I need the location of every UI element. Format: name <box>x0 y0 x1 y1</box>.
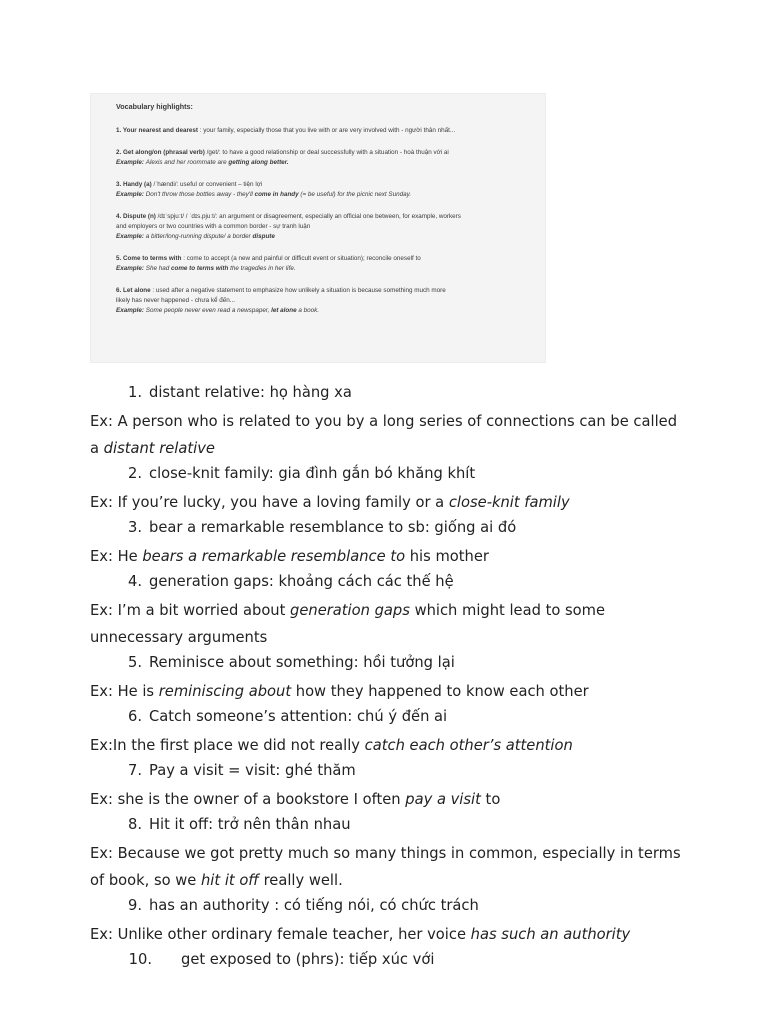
vocab-example-emphasis: getting along better. <box>228 159 289 166</box>
vocab-example: Don't throw those bottles away - they'll <box>145 191 253 198</box>
vocab-entry <box>116 126 546 136</box>
list-item <box>90 516 690 540</box>
example-phrase: bears a remarkable resemblance to <box>142 548 406 565</box>
vocab-definition: : your family, especially those that you live with or are very involved with - người thân nhất... <box>199 127 456 134</box>
list-item-number: 8. <box>127 816 142 833</box>
vocab-example-label: Example: <box>116 307 144 314</box>
list-item-text: has an authority : có tiếng nói, có chức trách <box>149 897 479 914</box>
vocab-term: 5. Come to terms with <box>116 255 182 262</box>
list-item-text: Catch someone’s attention: chú ý đến ai <box>149 708 448 725</box>
vocab-example: Some people never even read a newspaper, <box>145 307 270 314</box>
list-item-text: generation gaps: khoảng cách các thế hệ <box>149 573 454 590</box>
vocab-example: Alexis and her roommate are <box>145 159 227 166</box>
example-phrase: reminiscing about <box>158 683 292 700</box>
vocab-example-label: Example: <box>116 159 144 166</box>
list-item-number: 4. <box>127 573 142 590</box>
vocab-term: 3. Handy (a) <box>116 181 152 188</box>
vocab-term: 1. Your nearest and dearest <box>116 127 199 134</box>
example-phrase: hit it off <box>201 872 259 889</box>
vocab-example-emphasis: dispute <box>252 233 275 240</box>
example-phrase: catch each other’s attention <box>364 737 573 754</box>
list-item-text: Pay a visit = visit: ghé thăm <box>149 762 356 779</box>
vocab-example-emphasis: let alone <box>271 307 297 314</box>
vocab-definition: /get/: to have a good relationship or deal successfully with a situation - hoà thuận với ai <box>206 149 449 156</box>
vocab-entry <box>116 286 546 316</box>
list-item <box>90 651 690 675</box>
list-item-number: 10. <box>128 951 152 968</box>
list-item <box>90 894 690 918</box>
vocab-example: (= be useful) for the picnic next Sunday. <box>300 191 412 198</box>
list-item <box>90 948 690 972</box>
vocabulary-list <box>90 381 690 972</box>
vocab-example-emphasis: come in handy <box>254 191 299 198</box>
example-phrase: distant relative <box>103 440 215 457</box>
vocab-example: a bitter/long-running dispute/ a border <box>145 233 251 240</box>
example-sentence: Ex:In the first place we did not really catch each other’s attention <box>90 737 573 754</box>
list-item-text: Hit it off: trở nên thân nhau <box>149 816 351 833</box>
list-item-text: close-knit family: gia đình gắn bó khăng khít <box>149 465 476 482</box>
list-item-number: 9. <box>127 897 142 914</box>
list-item-number: 6. <box>127 708 142 725</box>
vocabulary-highlights-image <box>90 93 546 363</box>
example-sentence: Ex: He is reminiscing about how they happened to know each other <box>90 683 589 700</box>
list-item <box>90 759 690 783</box>
vocab-example-emphasis: come to terms with <box>170 265 229 272</box>
vocab-entry <box>116 180 546 200</box>
vocab-definition: likely has never happened - chưa kể đến... <box>116 297 236 304</box>
list-item-number: 1. <box>127 384 142 401</box>
vocab-example: the tragedies in her life. <box>230 265 296 272</box>
vocab-term: 6. Let alone <box>116 287 151 294</box>
list-item-number: 2. <box>127 465 142 482</box>
example-phrase: has such an authority <box>470 926 631 943</box>
example-sentence: Ex: she is the owner of a bookstore I often pay a visit to <box>90 791 501 808</box>
list-item-number: 5. <box>127 654 142 671</box>
vocab-example-label: Example: <box>116 191 144 198</box>
list-item <box>90 570 690 594</box>
vocab-example-label: Example: <box>116 265 144 272</box>
vocab-definition: : used after a negative statement to emphasize how unlikely a situation is because something much more <box>152 287 446 294</box>
list-item-text: Reminisce about something: hồi tưởng lại <box>149 654 455 671</box>
list-item-text: bear a remarkable resemblance to sb: giống ai đó <box>149 519 517 536</box>
vocab-entry <box>116 148 546 168</box>
list-item <box>90 462 690 486</box>
vocab-definition: and employers or two countries with a common border - sự tranh luận <box>116 223 311 230</box>
example-sentence: Ex: Unlike other ordinary female teacher, her voice has such an authority <box>90 926 631 943</box>
vocab-definition: : come to accept (a new and painful or difficult event or situation); reconcile oneself to <box>183 255 421 262</box>
list-item-number: 7. <box>127 762 142 779</box>
vocab-entry <box>116 254 546 274</box>
example-phrase: close-knit family <box>448 494 570 511</box>
vocab-term: 4. Dispute (n) <box>116 213 156 220</box>
vocab-entry <box>116 212 546 242</box>
example-sentence: Ex: I’m a bit worried about generation gaps which might lead to some unnecessary arguments <box>90 602 605 646</box>
vocab-definition: /dɪˈspjuːt/ / ˈdɪs.pjuːt/: an argument or disagreement, especially an official one between, for example, workers <box>157 213 461 220</box>
vocab-example-label: Example: <box>116 233 144 240</box>
list-item-text: get exposed to (phrs): tiếp xúc với <box>181 951 435 968</box>
example-sentence: Ex: He bears a remarkable resemblance to his mother <box>90 548 489 565</box>
example-phrase: generation gaps <box>290 602 410 619</box>
example-sentence: Ex: A person who is related to you by a long series of connections can be called a distant relative <box>90 413 678 457</box>
list-item-number: 3. <box>127 519 142 536</box>
example-sentence: Ex: If you’re lucky, you have a loving family or a close-knit family <box>90 494 570 511</box>
vocab-example: She had <box>145 265 170 272</box>
vocab-definition: /ˈhændi/: useful or convenient – tiện lợi <box>153 181 263 188</box>
list-item <box>90 705 690 729</box>
example-phrase: pay a visit <box>405 791 481 808</box>
example-sentence: Ex: Because we got pretty much so many things in common, especially in terms of book, so we hit it off really well. <box>90 845 681 889</box>
vocab-example: a book. <box>298 307 320 314</box>
list-item <box>90 381 690 405</box>
list-item-text: distant relative: họ hàng xa <box>149 384 352 401</box>
list-item <box>90 813 690 837</box>
vocab-term: 2. Get along/on (phrasal verb) <box>116 149 205 156</box>
vocab-title: Vocabulary highlights: <box>116 102 193 111</box>
